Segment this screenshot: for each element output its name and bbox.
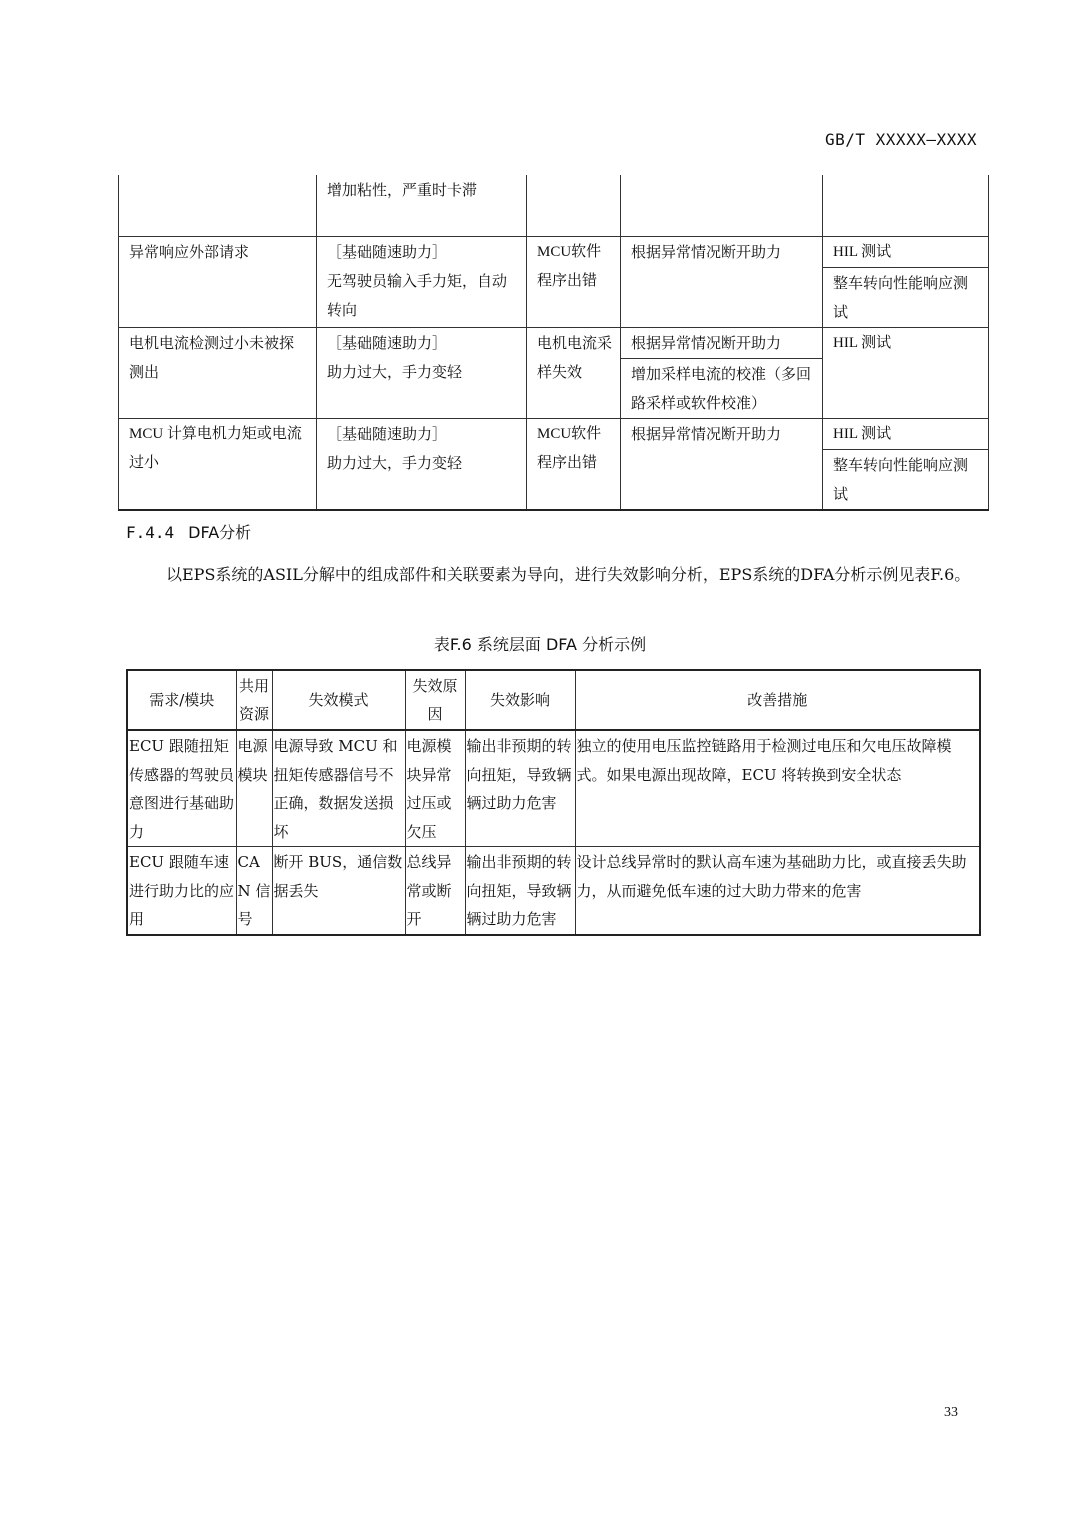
section-heading	[126, 520, 251, 543]
table-cell	[317, 175, 527, 237]
table-cell: 独立的使用电压监控链路用于检测过电压和欠电压故障模式。如果电源出现故障，ECU 将转换到安全状态	[575, 730, 980, 847]
table-cell: MCU 计算电机力矩或电流过小	[119, 419, 317, 511]
cell-line: 增加粘性，严重时卡滞	[327, 181, 478, 199]
table-cell: 根据异常情况断开助力	[621, 328, 823, 359]
table-cell	[621, 175, 823, 237]
table-cell: 电源模块	[236, 730, 272, 847]
dfa-analysis-table	[126, 669, 981, 936]
table-cell: 输出非预期的转向扭矩，导致辆辆过助力危害	[465, 847, 575, 935]
cell-line: ［基础随速助力］	[327, 425, 448, 443]
table-cell	[317, 237, 527, 328]
table-row	[127, 730, 980, 847]
table-cell: HIL 测试	[823, 237, 989, 268]
column-header: 失效原因	[405, 670, 465, 730]
cell-line: 根据异常情况断开助力	[631, 243, 782, 261]
table-cell: 总线异常或断开	[405, 847, 465, 935]
cell-line: 助力过大，手力变轻	[327, 363, 463, 381]
table-cell	[823, 175, 989, 237]
table-row	[119, 175, 989, 237]
table-cell: 电源模块异常过压或欠压	[405, 730, 465, 847]
cell-line: 根据异常情况断开助力	[631, 425, 782, 443]
section-title: DFA分析	[188, 523, 252, 542]
body-paragraph: 以EPS系统的ASIL分解中的组成部件和关联要素为导向，进行失效影响分析，EPS系统的DFA分析示例见表F.6。	[166, 565, 971, 584]
column-header: 共用资源	[236, 670, 272, 730]
table-cell: CAN 信号	[236, 847, 272, 935]
table-row	[119, 328, 989, 359]
table-row	[119, 237, 989, 268]
table-cell: ECU 跟随车速进行助力比的应用	[127, 847, 236, 935]
table-cell: 电机电流检测过小未被探测出	[119, 328, 317, 419]
table-caption: 表F.6 系统层面 DFA 分析示例	[433, 635, 647, 654]
table-cell: 输出非预期的转向扭矩，导致辆辆过助力危害	[465, 730, 575, 847]
table-cell: ECU 跟随扭矩传感器的驾驶员意图进行基础助力	[127, 730, 236, 847]
table-cell: 异常响应外部请求	[119, 237, 317, 328]
column-header: 需求/模块	[127, 670, 236, 730]
table-cell: 设计总线异常时的默认高车速为基础助力比，或直接丢失助力，从而避免低车速的过大助力带来的危害	[575, 847, 980, 935]
page-number: 33	[944, 1405, 958, 1420]
table-cell: 增加采样电流的校准（多回路采样或软件校准）	[621, 359, 823, 419]
column-header: 失效影响	[465, 670, 575, 730]
column-header: 改善措施	[575, 670, 980, 730]
table-cell	[621, 419, 823, 511]
cell-line: ［基础随速助力］	[327, 334, 448, 352]
table-header-row	[127, 670, 980, 730]
table-row	[127, 847, 980, 935]
table-cell: 整车转向性能响应测试	[823, 450, 989, 511]
document-code: GB/T XXXXX—XXXX	[825, 130, 977, 149]
table-cell	[317, 328, 527, 419]
table-cell	[119, 175, 317, 237]
cell-line: ［基础随速助力］	[327, 243, 448, 261]
table-cell: 断开 BUS，通信数据丢失	[272, 847, 405, 935]
section-number: F.4.4	[126, 523, 175, 542]
column-header: 失效模式	[272, 670, 405, 730]
table-cell: MCU软件程序出错	[527, 237, 621, 328]
table-cell	[621, 237, 823, 328]
table-cell: 整车转向性能响应测试	[823, 268, 989, 328]
cell-line: 无驾驶员输入手力矩，自动转向	[327, 272, 508, 319]
table-cell	[527, 175, 621, 237]
fault-analysis-table-continued	[118, 175, 989, 511]
table-cell: HIL 测试	[823, 328, 989, 419]
cell-line: 助力过大，手力变轻	[327, 454, 463, 472]
table-cell: 电源导致 MCU 和扭矩传感器信号不正确，数据发送损坏	[272, 730, 405, 847]
table-cell: HIL 测试	[823, 419, 989, 450]
table-row	[119, 419, 989, 450]
table-cell: 电机电流采样失效	[527, 328, 621, 419]
table-cell	[317, 419, 527, 511]
table-cell: MCU软件程序出错	[527, 419, 621, 511]
